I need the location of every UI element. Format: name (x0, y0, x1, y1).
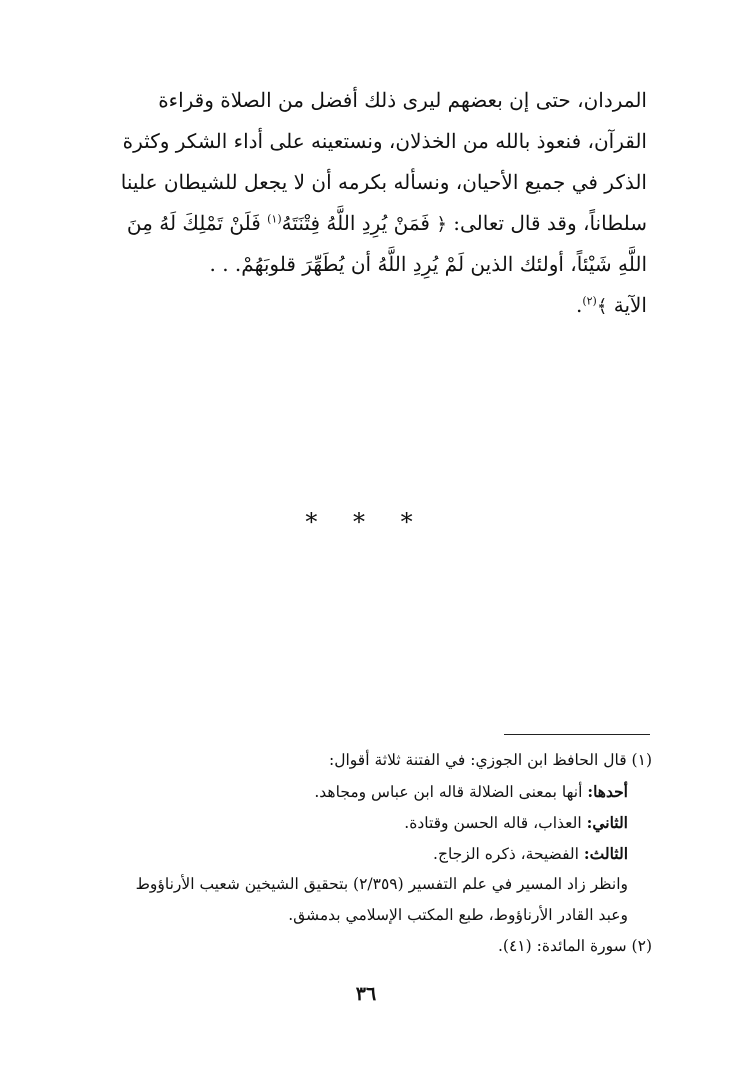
quran-verse-text: فَمَنْ يُرِدِ اللَّهُ فِتْنَتَهُ (281, 211, 430, 235)
footnote-label: الثاني: (586, 813, 628, 832)
text-line: القرآن، فنعوذ بالله من الخذلان، ونستعينه على أداء الشكر وكثرة (122, 129, 647, 153)
footnote-text: العذاب، قاله الحسن وقتادة. (404, 814, 587, 832)
intro-text: سلطاناً، وقد قال تعالى: (453, 211, 647, 235)
footnote-text: أنها بمعنى الضلالة قاله ابن عباس ومجاهد. (314, 783, 588, 801)
footnote-label: الثالث: (583, 844, 628, 863)
footnotes (77, 745, 652, 962)
quran-close-bracket: ﴾ (596, 296, 608, 317)
footnote-1-first (77, 776, 652, 807)
footnote-1-intro: (١) قال الحافظ ابن الجوزي: في الفتنة ثلاثة أقوال: (329, 751, 652, 769)
footnote-1-third (77, 838, 652, 869)
footnote-1-reference: وانظر زاد المسير في علم التفسير (٢/٣٥٩) بتحقيق الشيخين شعيب الأرناؤوط (135, 875, 628, 893)
text-line: الذكر في جميع الأحيان، ونسأله بكرمه أن لا يجعل للشيطان علينا (120, 170, 647, 194)
quran-verse-text: اللَّهِ شَيْئاً، أولئك الذين لَمْ يُرِدِ اللَّهُ أن يُطَهِّرَ قلوبَهُمْ. . . (209, 252, 647, 276)
quran-verse-text: فَلَنْ تَمْلِكَ لَهُ مِنَ (126, 211, 261, 235)
footnote-ref-2: (٢) (582, 294, 597, 308)
footnote-text: الفضيحة، ذكره الزجاج. (433, 845, 584, 863)
text-line-quote (82, 244, 647, 285)
footnote-ref-1: (١) (267, 212, 282, 226)
footnote-1-reference-cont: وعبد القادر الأرناؤوط، طبع المكتب الإسلامي بدمشق. (288, 906, 628, 924)
main-paragraph (82, 80, 647, 326)
period: . (575, 293, 583, 317)
footnote-1-second (77, 807, 652, 838)
page-number: ٣٦ (355, 983, 377, 1005)
quran-open-bracket: ﴿ (436, 214, 447, 235)
text-line-quote-start (82, 203, 647, 244)
text-line-quote-end (82, 285, 647, 326)
text-line: المردان، حتى إن بعضهم ليرى ذلك أفضل من الصلاة وقراءة (158, 88, 647, 112)
section-separator: * * * (305, 508, 427, 536)
footnote-divider (504, 734, 650, 735)
footnote-2: (٢) سورة المائدة: (٤١). (497, 937, 652, 955)
ayah-word: الآية (613, 293, 647, 317)
footnote-label: أحدها: (587, 782, 628, 801)
